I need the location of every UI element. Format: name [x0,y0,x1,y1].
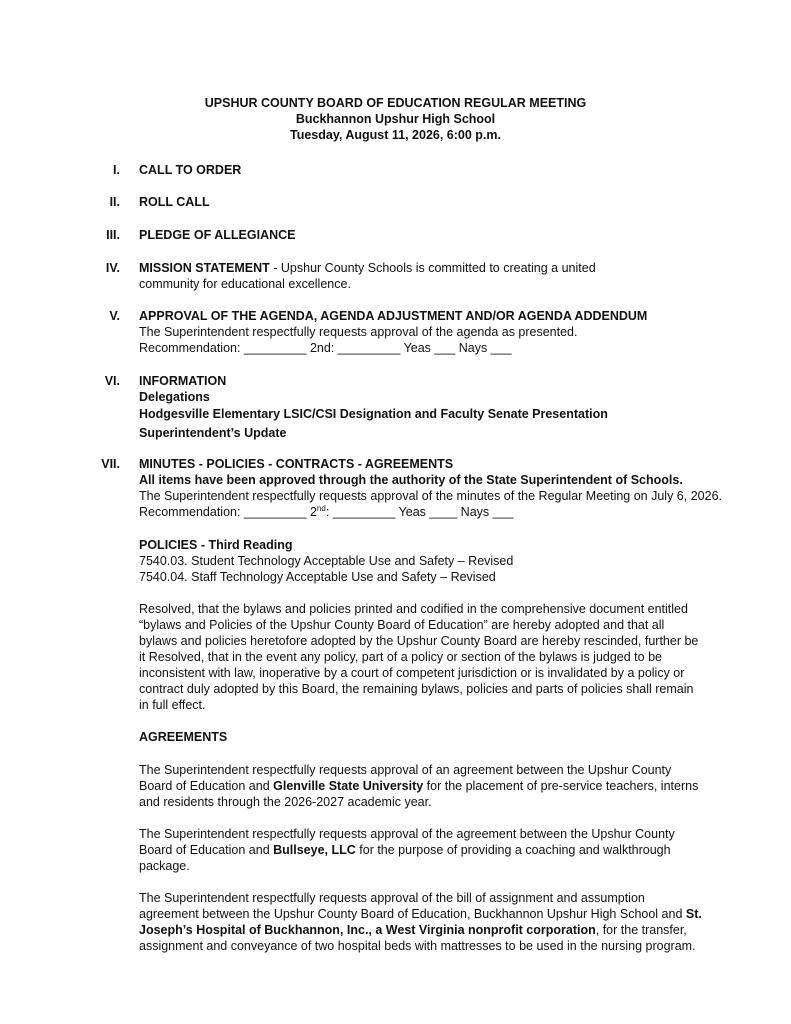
info-delegations: Delegations [139,390,210,404]
agreement-text: , for the transfer, assignment and conveyance of two hospital beds with mattresses to be used in the nursing program. [139,923,696,953]
rec-part-a: Recommendation: _________ 2 [139,505,317,519]
header-date: Tuesday, August 11, 2026, 6:00 p.m. [290,128,501,142]
info-hodgesville: Hodgesville Elementary LSIC/CSI Designation and Faculty Senate Presentation [139,407,608,421]
policy-7540-03: 7540.03. Student Technology Acceptable Use and Safety – Revised [139,554,514,568]
authority-statement: All items have been approved through the authority of the State Superintendent of Schools. [139,473,683,487]
agenda-request: The Superintendent respectfully requests approval of the agenda as presented. [139,325,578,339]
policy-7540-04: 7540.04. Staff Technology Acceptable Use and Safety – Revised [139,570,496,584]
section-number: VI. [104,374,120,388]
agreements-heading: AGREEMENTS [139,730,228,744]
agreement-text: The Superintendent respectfully requests approval of the bill of assignment and assumption agreement between the Upshur County Board of Education, Buckhannon Upshur High School and [139,891,686,921]
header-title: UPSHUR COUNTY BOARD OF EDUCATION REGULAR MEETING [204,96,587,110]
rec-superscript: nd [316,503,326,513]
section-title: PLEDGE OF ALLEGIANCE [139,228,296,242]
section-title: MISSION STATEMENT [139,261,270,275]
section-title: MINUTES - POLICIES - CONTRACTS - AGREEMENTS [139,457,454,471]
section-number: I. [113,163,120,177]
section-title: INFORMATION [139,374,227,388]
section-number: VII. [101,457,120,471]
agenda-recommendation: Recommendation: _________ 2nd: _________ Yeas ___ Nays ___ [139,341,512,355]
minutes-request: The Superintendent respectfully requests approval of the minutes of the Regular Meeting on July 6, 2026. [139,489,722,503]
mission-text: - Upshur County Schools is committed to creating a united community for educational excellence. [139,261,596,291]
agreement-glenville [139,762,705,810]
minutes-recommendation [139,504,705,520]
agreement-text: The Superintendent respectfully requests approval of the agreement between the Upshur County Board of Education and [139,827,675,857]
header-location: Buckhannon Upshur High School [295,112,496,126]
section-number: III. [106,228,120,242]
section-number: V. [109,309,120,323]
agreement-text: The Superintendent respectfully requests approval of an agreement between the Upshur County Board of Education and [139,763,672,793]
info-superintendent-update: Superintendent’s Update [139,426,287,440]
section-number: II. [109,195,120,209]
policies-heading: POLICIES - Third Reading [139,538,293,552]
agreement-bullseye [139,826,705,874]
agreement-text: for the purpose of providing a coaching and walkthrough package. [139,843,671,873]
section-title: CALL TO ORDER [139,163,242,177]
section-title: APPROVAL OF THE AGENDA, AGENDA ADJUSTMENT AND/OR AGENDA ADDENDUM [139,309,648,323]
section-title: ROLL CALL [139,195,210,209]
agreement-text: for the placement of pre-service teachers, interns and residents through the 2026-2027 academic year. [139,779,699,809]
agreement-st-josephs [139,890,705,954]
meeting-header [0,95,791,143]
resolution-text: Resolved, that the bylaws and policies printed and codified in the comprehensive document entitled “bylaws and Policies of the Upshur County Board of Education” are hereby adopted and that all bylaws and policies heretofore adopted by the Upshur County Board are hereby rescinded, further be it Resolved, that in the event any policy, part of a policy or section of the bylaws is judged to be inconsistent with law, inoperative by a court of competent jurisdiction or is invalidated by a policy or contract duly adopted by this Board, the remaining bylaws, policies and parts of policies shall remain in full effect. [139,602,699,712]
section-number: IV. [105,261,120,275]
agreement-party: Bullseye, LLC [273,843,356,857]
agreement-party: Glenville State University [273,779,424,793]
rec-part-b: : _________ Yeas ____ Nays ___ [325,505,514,519]
agreement-party: St. Joseph’s Hospital of Buckhannon, Inc., a West Virginia nonprofit corporation [139,907,702,937]
